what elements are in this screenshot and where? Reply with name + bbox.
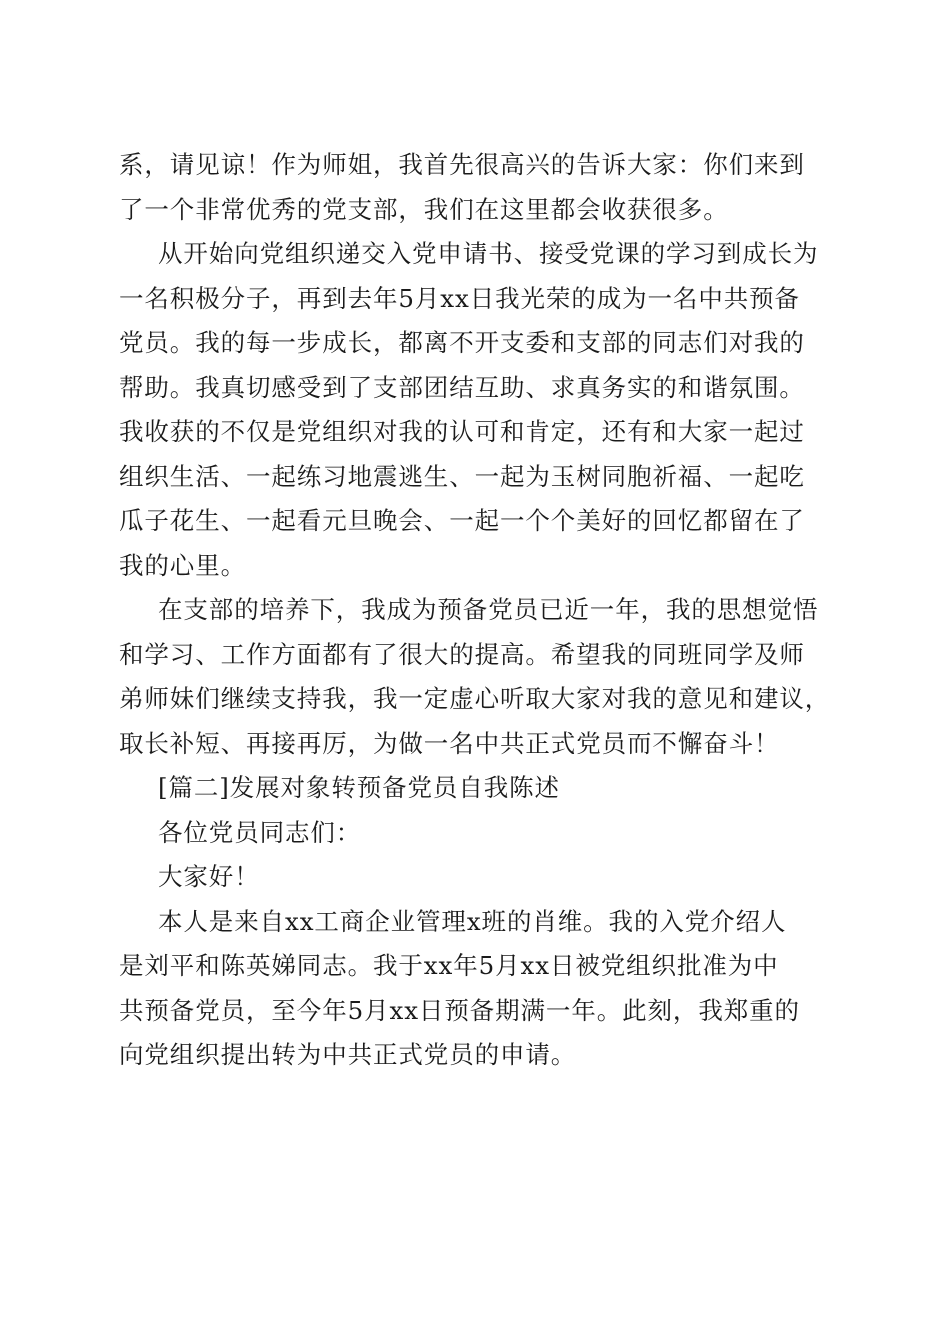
greeting: 大家好！ [158, 862, 260, 891]
text-line: 共预备党员，至今年5月xx日预备期满一年。此刻，我郑重的 [119, 995, 800, 1025]
text-line: 是刘平和陈英娣同志。我于xx年5月xx日被党组织批准为中 [119, 951, 779, 980]
text-line: 我的心里。 [119, 550, 246, 580]
paragraph-start-line: 在支部的培养下，我成为预备党员已近一年，我的思想觉悟 [158, 595, 819, 624]
text-line: 瓜子花生、一起看元旦晚会、一起一个个美好的回忆都留在了 [119, 506, 805, 535]
section-heading: [篇二]发展对象转预备党员自我陈述 [158, 773, 560, 802]
text-line: 帮助。我真切感受到了支部团结互助、求真务实的和谐氛围。 [119, 372, 805, 402]
paragraph-start-line: 本人是来自xx工商企业管理x班的肖维。我的入党介绍人 [158, 906, 787, 936]
document-body [119, 143, 831, 1078]
paragraph-start-line: 从开始向党组织递交入党申请书、接受党课的学习到成长为 [158, 239, 819, 268]
text-line: 向党组织提出转为中共正式党员的申请。 [119, 1040, 577, 1069]
text-line: 弟师妹们继续支持我，我一定虚心听取大家对我的意见和建议， [119, 684, 831, 713]
text-line: 和学习、工作方面都有了很大的提高。希望我的同班同学及师 [119, 639, 805, 669]
text-line: 组织生活、一起练习地震逃生、一起为玉树同胞祈福、一起吃 [119, 461, 805, 491]
text-line: 一名积极分子，再到去年5月xx日我光荣的成为一名中共预备 [119, 283, 800, 313]
text-line: 我收获的不仅是党组织对我的认可和肯定，还有和大家一起过 [119, 417, 805, 446]
text-line: 取长补短、再接再厉，为做一名中共正式党员而不懈奋斗！ [119, 728, 780, 758]
text-line: 党员。我的每一步成长，都离不开支委和支部的同志们对我的 [119, 328, 805, 357]
salutation: 各位党员同志们： [158, 817, 362, 847]
text-line: 系，请见谅！作为师姐，我首先很高兴的告诉大家：你们来到 [119, 150, 805, 179]
text-line: 了一个非常优秀的党支部，我们在这里都会收获很多。 [119, 194, 729, 224]
